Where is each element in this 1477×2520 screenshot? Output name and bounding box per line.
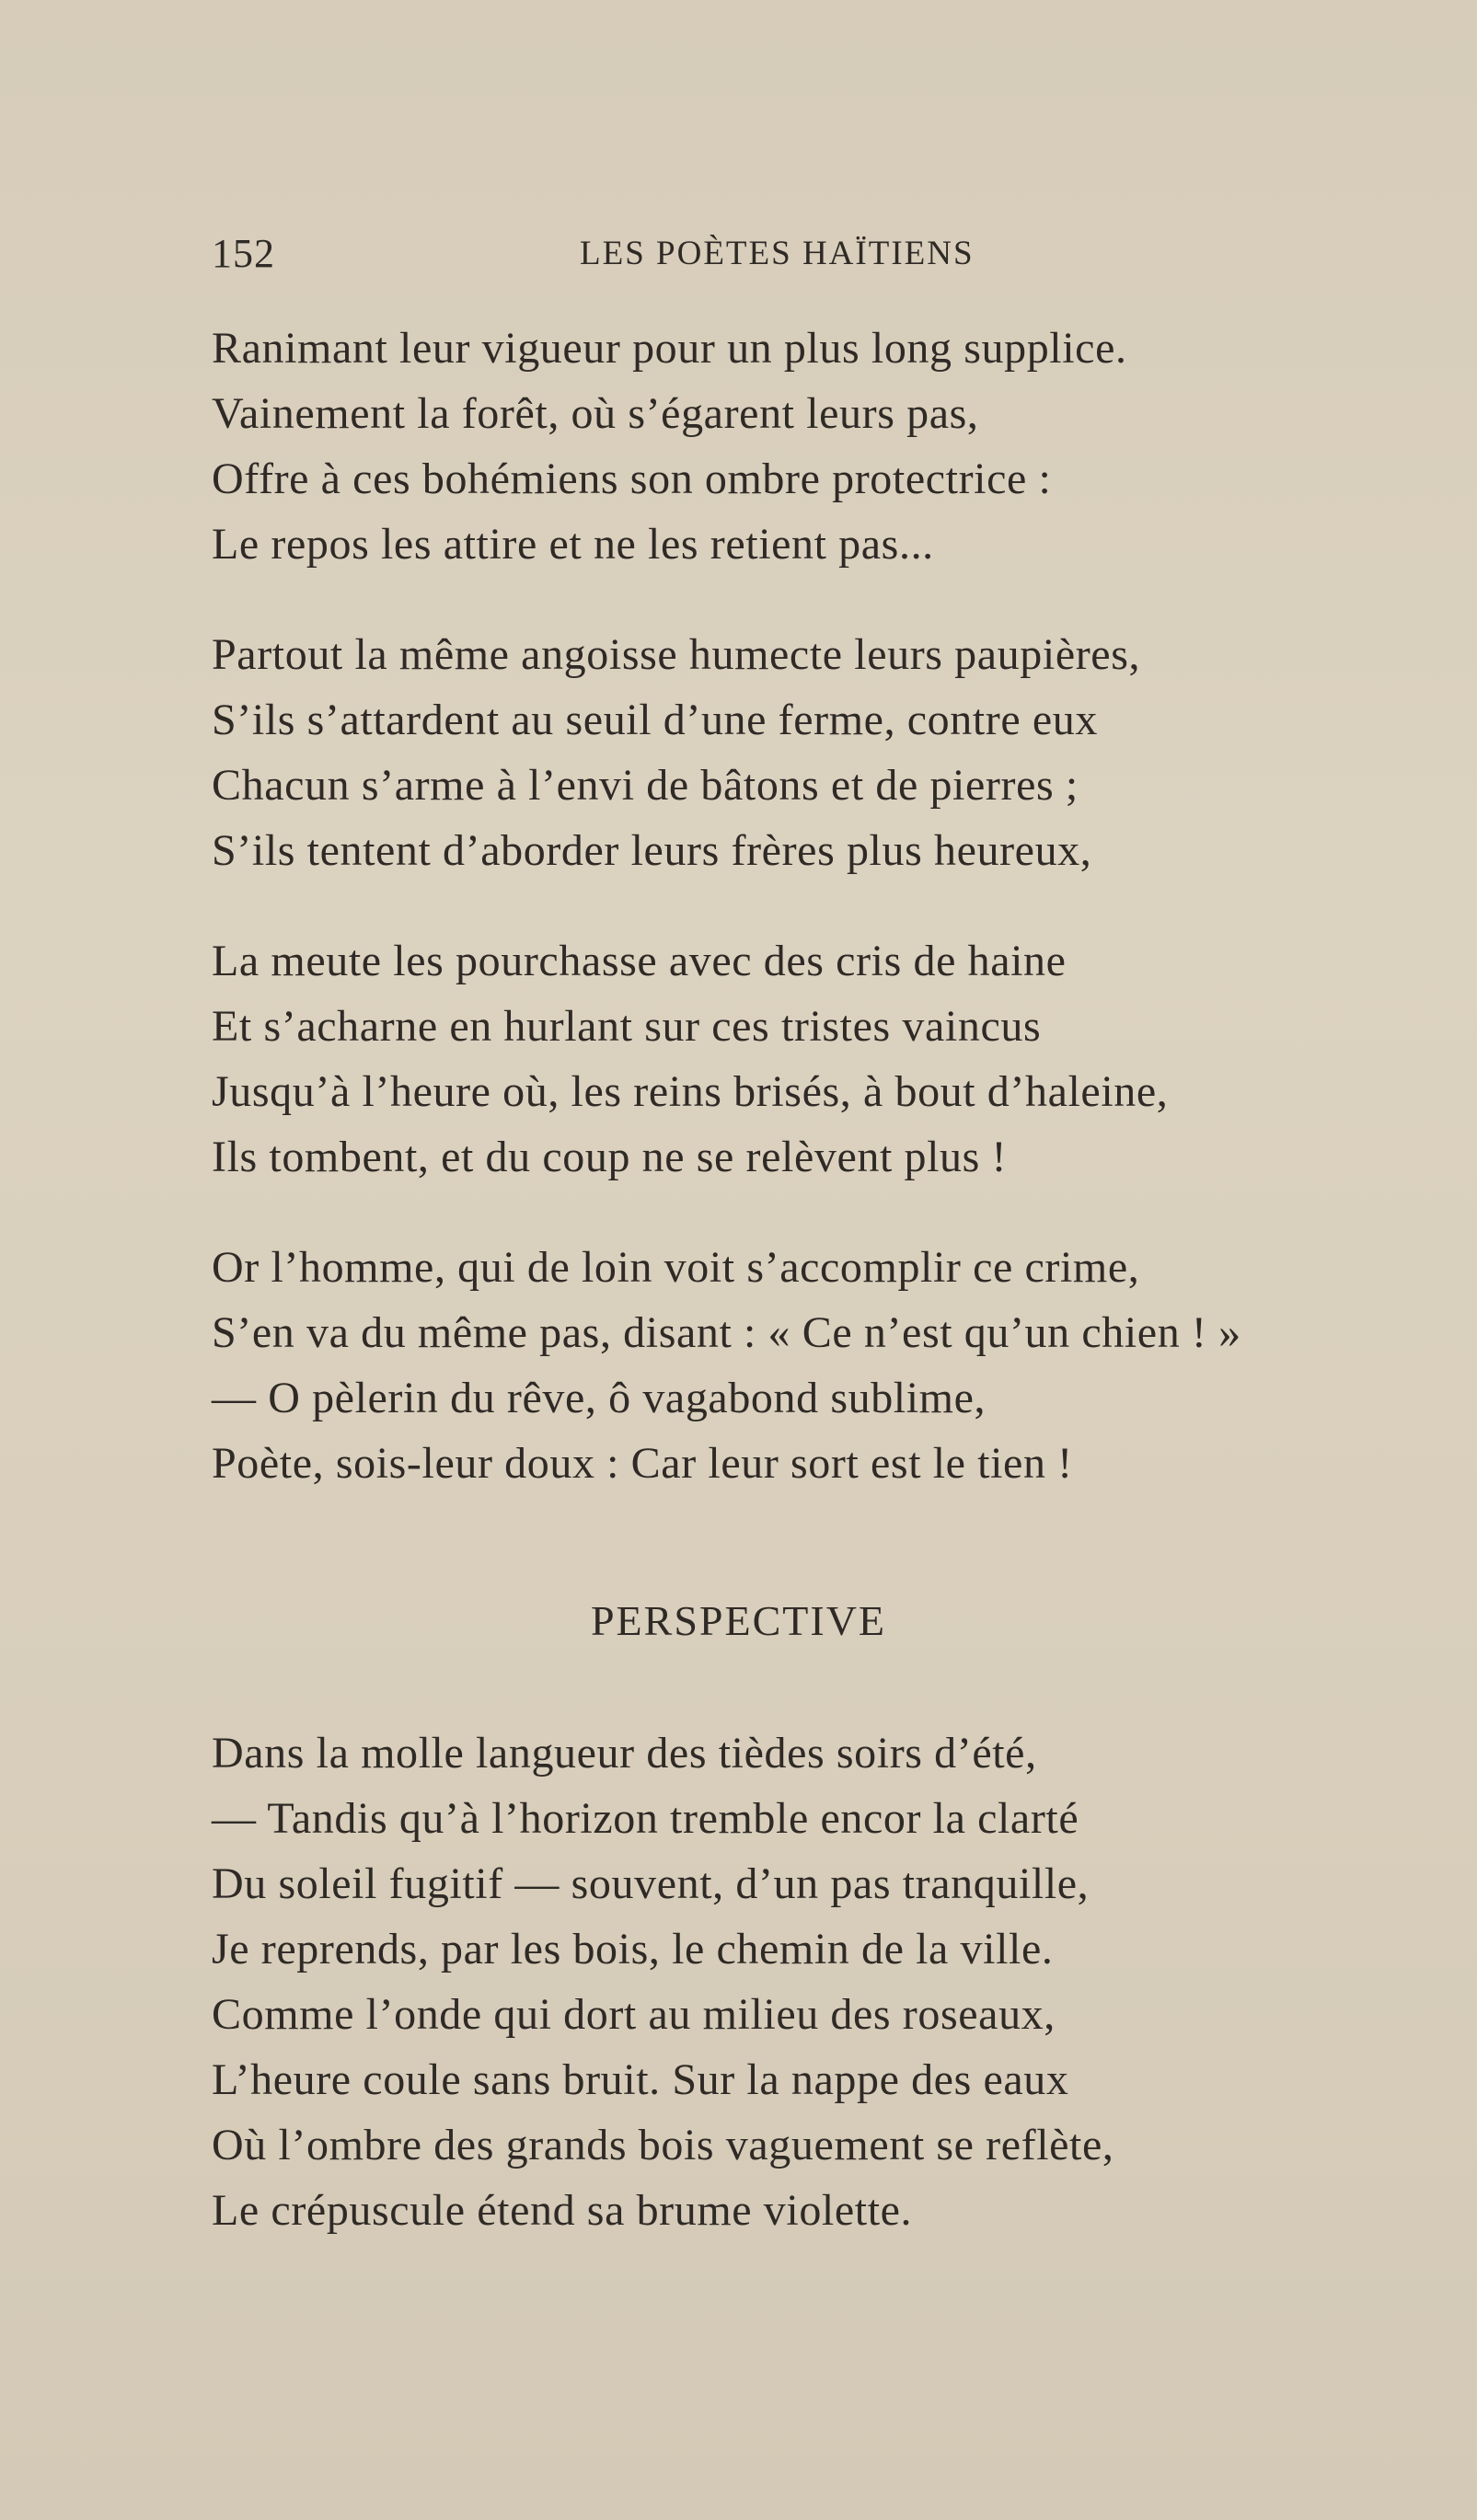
verse-line: S’ils tentent d’aborder leurs frères plus heureux, — [212, 826, 1092, 875]
stanza-2 — [212, 622, 1408, 883]
verse-line: Le repos les attire et ne les retient pas... — [212, 520, 934, 569]
verse-line: Le crépuscule étend sa brume violette. — [212, 2186, 913, 2235]
verse-line: Ils tombent, et du coup ne se relèvent plus ! — [212, 1133, 1008, 1181]
verse-line: Poète, sois-leur doux : Car leur sort est le tien ! — [212, 1439, 1073, 1488]
verse-line: La meute les pourchasse avec des cris de haine — [212, 937, 1067, 985]
verse-line: Offre à ces bohémiens son ombre protectrice : — [212, 455, 1052, 503]
poem-perspective — [212, 1720, 1408, 2243]
page-number: 152 — [212, 231, 275, 276]
verse-line: Comme l’onde qui dort au milieu des roseaux, — [212, 1990, 1056, 2039]
poem-title: PERSPECTIVE — [590, 1597, 887, 1644]
page-header — [212, 230, 1371, 285]
verse-line: Partout la même angoisse humecte leurs paupières, — [212, 630, 1141, 679]
verse-line: L’heure coule sans bruit. Sur la nappe des eaux — [212, 2055, 1069, 2104]
verse-line: Du soleil fugitif — souvent, d’un pas tranquille, — [212, 1859, 1090, 1908]
stanza-3 — [212, 928, 1408, 1190]
stanza-1 — [212, 316, 1408, 577]
verse-line: — O pèlerin du rêve, ô vagabond sublime, — [212, 1374, 987, 1422]
running-title: LES POÈTES HAÏTIENS — [580, 235, 975, 272]
verse-line: S’ils s’attardent au seuil d’une ferme, contre eux — [212, 696, 1098, 744]
verse-line: Ranimant leur vigueur pour un plus long supplice. — [212, 324, 1127, 373]
verse-line: Or l’homme, qui de loin voit s’accomplir ce crime, — [212, 1243, 1140, 1292]
verse-line: — Tandis qu’à l’horizon tremble encor la clarté — [212, 1794, 1079, 1843]
verse-line: Jusqu’à l’heure où, les reins brisés, à bout d’haleine, — [212, 1067, 1169, 1116]
stanza-4 — [212, 1235, 1408, 1496]
verse-line: Et s’acharne en hurlant sur ces tristes vaincus — [212, 1002, 1042, 1051]
poem-continuation — [212, 316, 1408, 1541]
verse-line: S’en va du même pas, disant : « Ce n’est qu’un chien ! » — [212, 1308, 1241, 1357]
verse-line: Où l’ombre des grands bois vaguement se reflète, — [212, 2121, 1114, 2169]
verse-line: Chacun s’arme à l’envi de bâtons et de pierres ; — [212, 761, 1079, 810]
verse-line: Dans la molle langueur des tièdes soirs d’été, — [212, 1729, 1037, 1778]
verse-line: Vainement la forêt, où s’égarent leurs pas, — [212, 389, 979, 438]
verse-line: Je reprends, par les bois, le chemin de la ville. — [212, 1925, 1054, 1973]
